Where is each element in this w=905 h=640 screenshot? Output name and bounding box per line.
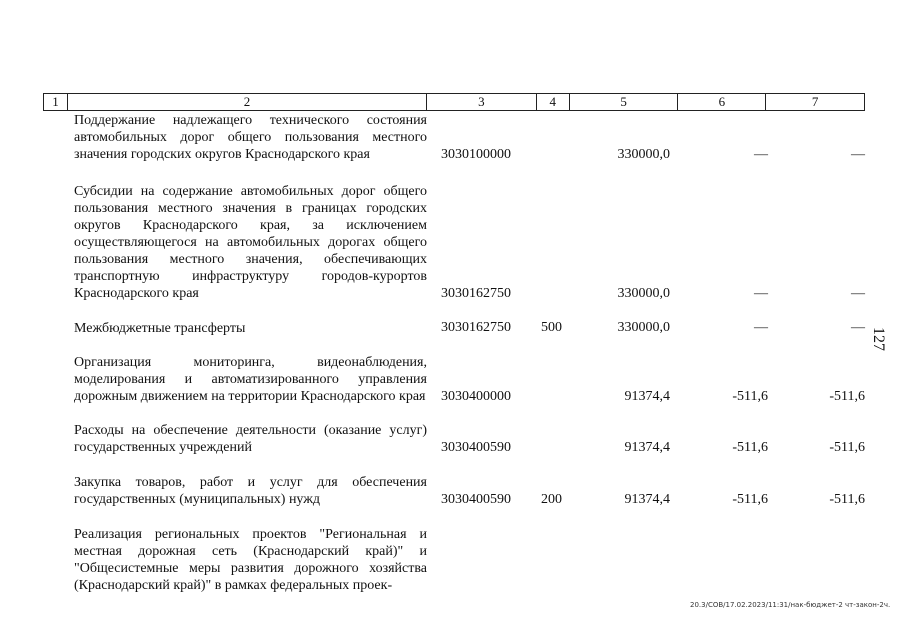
row-code: 3030100000	[441, 147, 511, 162]
row-description: Закупка товаров, работ и услуг для обеспечения государственных (муниципальных) нужд	[74, 475, 427, 507]
row-amount: 330000,0	[617, 320, 670, 335]
row-amount: 91374,4	[624, 389, 670, 404]
row-amount: 330000,0	[617, 147, 670, 162]
row-code: 3030162750	[441, 320, 511, 335]
row-amount: 91374,4	[624, 492, 670, 507]
header-col-1: 1	[44, 94, 68, 110]
row-col7: -511,6	[829, 440, 865, 455]
table-header	[43, 93, 865, 111]
row-description: Расходы на обеспечение деятельности (оказание услуг) государственных учреждений	[74, 423, 427, 455]
row-description: Поддержание надлежащего технического состояния автомобильных дорог общего пользования местного значения городских округов Краснодарского края	[74, 113, 427, 162]
header-col-4: 4	[537, 94, 570, 110]
header-col-3: 3	[427, 94, 537, 110]
row-code: 3030162750	[441, 286, 511, 301]
footer-stamp: 20.3/СОВ/17.02.2023/11:31/нак-бюджет-2 чт-закон-2ч.	[690, 601, 891, 609]
header-col-5: 5	[570, 94, 679, 110]
header-col-6: 6	[678, 94, 766, 110]
row-col7: —	[851, 320, 865, 335]
row-vr: 500	[541, 320, 562, 335]
row-col6: —	[754, 320, 768, 335]
row-amount: 330000,0	[617, 286, 670, 301]
row-code: 3030400590	[441, 440, 511, 455]
row-amount: 91374,4	[624, 440, 670, 455]
row-code: 3030400000	[441, 389, 511, 404]
row-description: Межбюджетные трансферты	[74, 321, 246, 336]
row-code: 3030400590	[441, 492, 511, 507]
row-description: Субсидии на содержание автомобильных дорог общего пользования местного значения в границах городских округов Краснодарского края, за исключением осуществляющегося на автомобильных дорогах общего пользования местного значения, обеспечивающих транспортную инфраструктуру городов-курортов Краснодарского края	[74, 184, 427, 301]
row-col6: —	[754, 147, 768, 162]
row-col7: —	[851, 147, 865, 162]
row-col7: —	[851, 286, 865, 301]
row-col6: —	[754, 286, 768, 301]
row-col6: -511,6	[732, 492, 768, 507]
header-col-2: 2	[68, 94, 427, 110]
row-description: Организация мониторинга, видеонаблюдения, моделирования и автоматизированного управления дорожным движением на территории Краснодарского края	[74, 355, 427, 404]
row-col6: -511,6	[732, 440, 768, 455]
row-vr: 200	[541, 492, 562, 507]
row-col7: -511,6	[829, 389, 865, 404]
row-description: Реализация региональных проектов "Региональная и местная дорожная сеть (Краснодарский край)" и "Общесистемные меры развития дорожного хозяйства (Краснодарский край)" в рамках федеральных проек-	[74, 527, 427, 593]
page-number: 127	[870, 327, 887, 351]
header-col-7: 7	[811, 94, 819, 109]
row-col6: -511,6	[732, 389, 768, 404]
row-col7: -511,6	[829, 492, 865, 507]
